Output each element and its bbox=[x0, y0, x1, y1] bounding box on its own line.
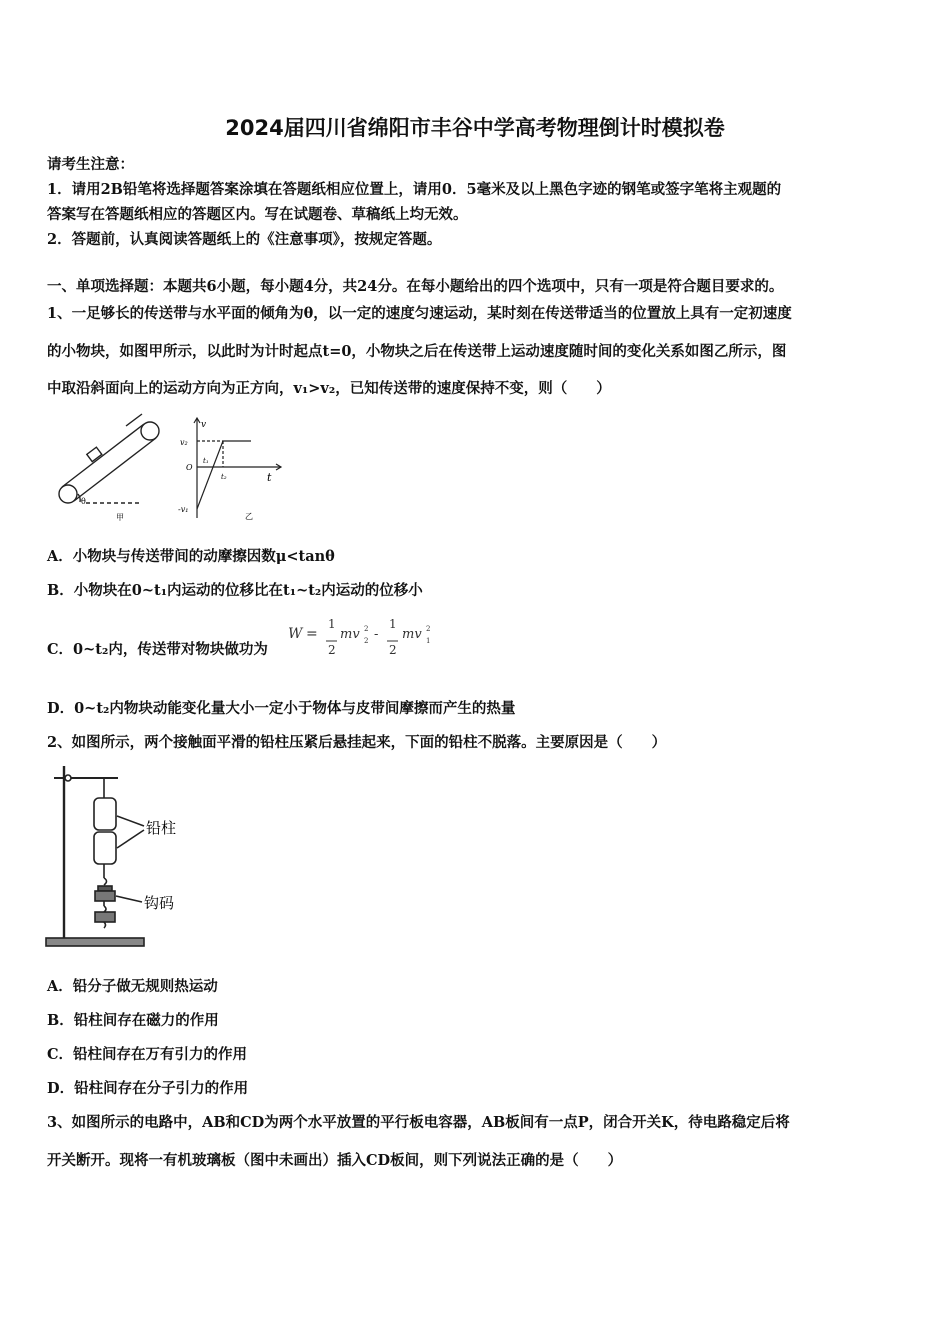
q1-stem-line3: 中取沿斜面向上的运动方向为正方向，v₁>v₂，已知传送带的速度保持不变，则（ ） bbox=[47, 380, 611, 397]
caption-yi: 乙 bbox=[245, 512, 253, 521]
lead-cylinder-label: 铅柱 bbox=[146, 819, 177, 837]
q1-stem-line2: 的小物块，如图甲所示，以此时为计时起点t=0，小物块之后在传送带上运动速度随时间的变化关系如图乙所示，图 bbox=[47, 343, 787, 360]
q2-option-c: C．铅柱间存在万有引力的作用 bbox=[47, 1046, 248, 1063]
q2-option-d: D．铅柱间存在分子引力的作用 bbox=[47, 1080, 249, 1097]
v-axis-label: v bbox=[201, 420, 207, 430]
formula-sup-2b: 2 bbox=[426, 625, 431, 633]
lead-cylinder-figure bbox=[40, 760, 200, 952]
formula-sub-1: 1 bbox=[426, 637, 431, 645]
neg-v1-label: -v₁ bbox=[178, 505, 189, 514]
formula-mv-1: mv bbox=[402, 627, 422, 642]
formula-minus: - bbox=[374, 627, 379, 642]
weight-label: 钩码 bbox=[144, 894, 175, 912]
q1-option-d: D．0~t₂内物块动能变化量大小一定小于物体与皮带间摩擦而产生的热量 bbox=[47, 700, 516, 717]
work-formula bbox=[286, 612, 436, 660]
origin-label: O bbox=[186, 463, 193, 472]
page-title: 2024届四川省绵阳市丰谷中学高考物理倒计时模拟卷 bbox=[225, 116, 725, 140]
notice-item-1-cont: 答案写在答题纸相应的答题区内。写在试题卷、草稿纸上均无效。 bbox=[47, 206, 468, 223]
q1-option-a: A．小物块与传送带间的动摩擦因数μ<tanθ bbox=[47, 548, 335, 565]
q1-stem-line1: 1、一足够长的传送带与水平面的倾角为θ，以一定的速度匀速运动，某时刻在传送带适当的位置放上具有一定初速度 bbox=[47, 305, 792, 322]
q3-stem-line2: 开关断开。现将一有机玻璃板（图中未画出）插入CD板间，则下列说法正确的是（ ） bbox=[47, 1152, 623, 1169]
t2-label: t₂ bbox=[221, 473, 227, 481]
q2-option-b: B．铅柱间存在磁力的作用 bbox=[47, 1012, 219, 1029]
q2-stem: 2、如图所示，两个接触面平滑的铅柱压紧后悬挂起来，下面的铅柱不脱落。主要原因是（ ） bbox=[47, 734, 667, 751]
q2-option-a: A．铅分子做无规则热运动 bbox=[47, 978, 218, 995]
formula-sub-2: 2 bbox=[364, 637, 369, 645]
formula-den-2: 2 bbox=[389, 643, 397, 657]
t-axis-label: t bbox=[267, 471, 272, 484]
formula-den-1: 2 bbox=[328, 643, 336, 657]
notice-item-2: 2．答题前，认真阅读答题纸上的《注意事项》，按规定答题。 bbox=[47, 231, 442, 248]
v2-label: v₂ bbox=[180, 438, 188, 447]
q3-stem-line1: 3、如图所示的电路中，AB和CD为两个水平放置的平行板电容器，AB板间有一点P，闭合开关K，待电路稳定后将 bbox=[47, 1114, 790, 1131]
formula-w: W bbox=[288, 626, 303, 642]
formula-num-2: 1 bbox=[389, 617, 397, 631]
notice-heading: 请考生注意： bbox=[47, 156, 134, 173]
formula-eq: = bbox=[306, 626, 318, 642]
formula-sup-2a: 2 bbox=[364, 625, 369, 633]
caption-jia: 甲 bbox=[116, 513, 124, 522]
t1-label: t₁ bbox=[203, 457, 209, 465]
q1-option-b: B．小物块在0~t₁内运动的位移比在t₁~t₂内运动的位移小 bbox=[47, 582, 423, 599]
formula-mv-2: mv bbox=[340, 627, 360, 642]
notice-item-1: 1．请用2B铅笔将选择题答案涂填在答题纸相应位置上，请用0．5毫米及以上黑色字迹的钢笔或签字笔将主观题的 bbox=[47, 181, 782, 198]
q1-option-c: C．0~t₂内，传送带对物块做功为 bbox=[47, 641, 268, 658]
theta-label: θ bbox=[81, 497, 86, 506]
vt-graph bbox=[175, 415, 285, 525]
section-heading: 一、单项选择题：本题共6小题，每小题4分，共24分。在每小题给出的四个选项中，只有一项是符合题目要求的。 bbox=[47, 278, 784, 295]
conveyor-figure bbox=[50, 412, 180, 524]
formula-num-1: 1 bbox=[328, 617, 336, 631]
